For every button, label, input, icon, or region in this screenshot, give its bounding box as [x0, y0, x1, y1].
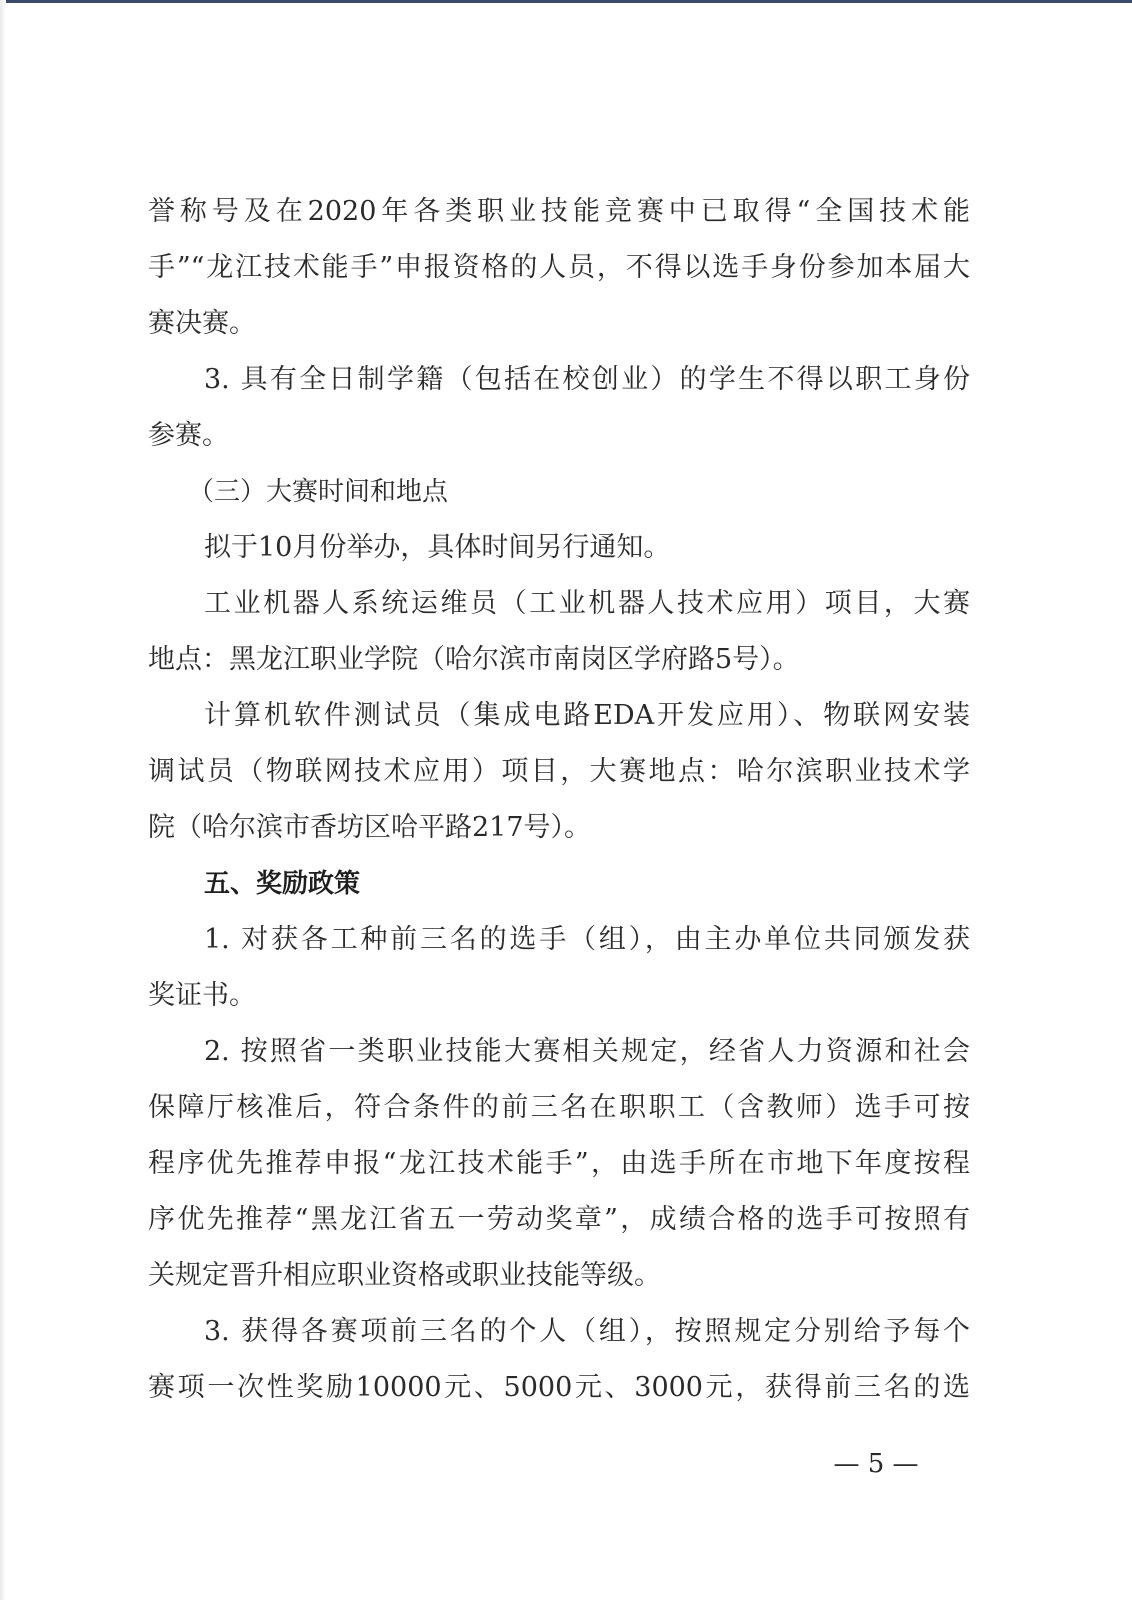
paragraph-item-3: 3. 获得各赛项前三名的个人（组），按照规定分别给予每个	[204, 1316, 970, 1347]
body-line: 工业机器人系统运维员（工业机器人技术应用）项目，大赛	[204, 588, 970, 619]
section-heading: 五、奖励政策	[204, 869, 361, 899]
body-line: 参赛。	[148, 420, 229, 451]
body-line: 计算机软件测试员（集成电路EDA开发应用）、物联网安装	[204, 700, 970, 731]
body-line: 奖证书。	[148, 980, 256, 1011]
body-line: 调试员（物联网技术应用）项目，大赛地点：哈尔滨职业技术学	[148, 756, 970, 787]
body-line: 关规定晋升相应职业资格或职业技能等级。	[148, 1260, 661, 1291]
body-line: 手”“龙江技术能手”申报资格的人员，不得以选手身份参加本届大	[148, 252, 970, 283]
paragraph-item-1: 1. 对获各工种前三名的选手（组），由主办单位共同颁发获	[204, 924, 970, 955]
section-subheading: （三）大赛时间和地点	[188, 477, 449, 507]
body-line: 拟于10月份举办，具体时间另行通知。	[204, 532, 671, 563]
paragraph-item-3: 3. 具有全日制学籍（包括在校创业）的学生不得以职工身份	[204, 364, 970, 395]
scan-edge-shadow	[0, 0, 6, 1600]
body-line: 赛项一次性奖励10000元、5000元、3000元，获得前三名的选	[148, 1372, 970, 1403]
body-line: 保障厅核准后，符合条件的前三名在职职工（含教师）选手可按	[148, 1092, 970, 1123]
body-line: 程序优先推荐申报“龙江技术能手”，由选手所在市地下年度按程	[148, 1148, 970, 1179]
paragraph-item-2: 2. 按照省一类职业技能大赛相关规定，经省人力资源和社会	[204, 1036, 970, 1067]
body-line: 地点：黑龙江职业学院（哈尔滨市南岗区学府路5号）。	[148, 644, 800, 675]
body-line: 序优先推荐“黑龙江省五一劳动奖章”，成绩合格的选手可按照有	[148, 1204, 970, 1235]
body-line: 院（哈尔滨市香坊区哈平路217号）。	[148, 812, 592, 843]
body-line: 誉称号及在2020年各类职业技能竞赛中已取得“全国技术能	[148, 196, 970, 227]
page-number: — 5 —	[833, 1449, 919, 1479]
body-line: 赛决赛。	[148, 308, 256, 339]
top-border-line	[0, 0, 1132, 3]
